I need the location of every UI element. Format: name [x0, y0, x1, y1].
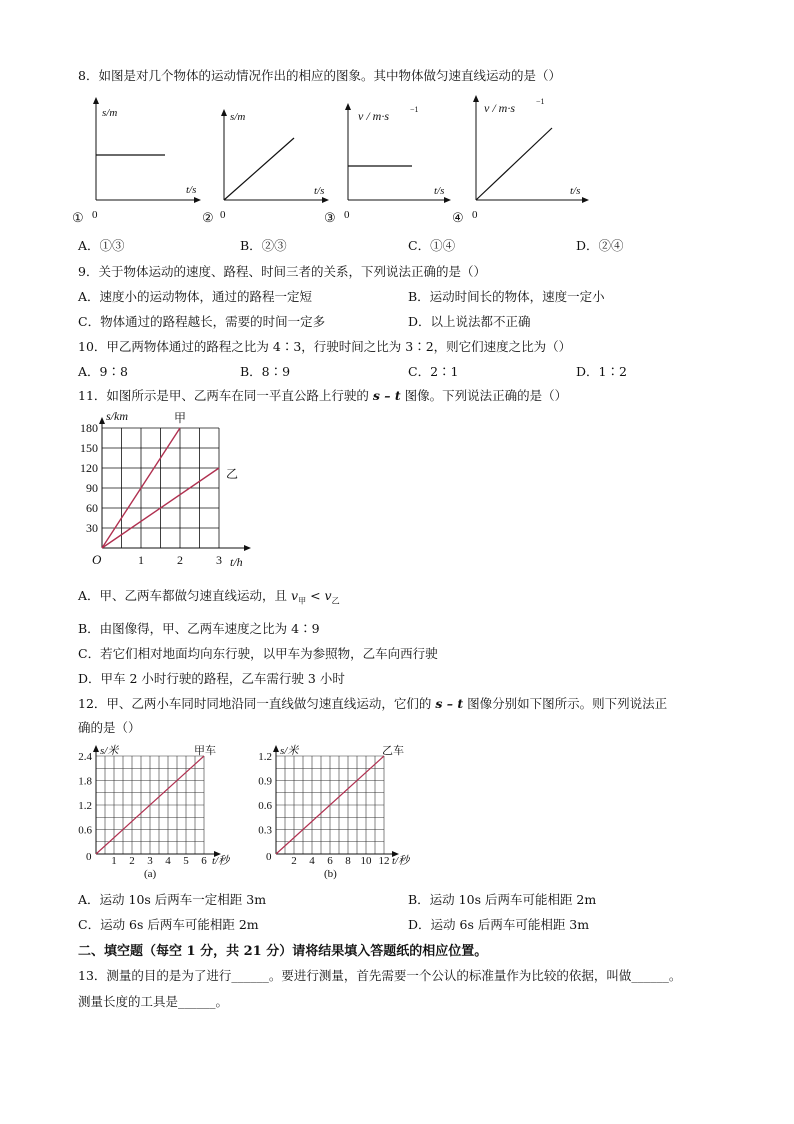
q11-option-c[interactable]: C．若它们相对地面均向东行驶，以甲车为参照物，乙车向西行驶 — [78, 646, 438, 661]
q11-label-yi: 乙 — [226, 467, 239, 481]
q8-option-d[interactable]: D．②④ — [576, 238, 624, 253]
q12b-xticks — [291, 855, 389, 867]
q10-stem: 10．甲乙两物体通过的路程之比为 4∶3，行驶时间之比为 3∶2，则它们速度之比为（） — [78, 339, 572, 354]
q12b-ytick-label: 0.3 — [258, 824, 272, 837]
q11-ytick-label: 60 — [86, 501, 98, 515]
q12a-ytick-label: 2.4 — [78, 751, 92, 763]
q12a-ylabel: s/米 — [100, 745, 119, 757]
q11-option-d[interactable]: D．甲车 2 小时行驶的路程，乙车需行驶 3 小时 — [78, 671, 345, 686]
q11-ytick-label: 180 — [80, 421, 98, 435]
q13-line1: 13．测量的目的是为了进行______。要进行测量，首先需要一个公认的标准量作为比较的依据，叫做______。 — [78, 968, 682, 983]
q12b-ytick-label: 0.9 — [258, 775, 272, 788]
q12a-ytick-label: 1.2 — [78, 800, 92, 812]
q11-yticks — [80, 421, 98, 535]
graph-4-num: ④ — [452, 210, 464, 225]
graph-4-ylabel: v / m·s — [484, 101, 515, 115]
q11-origin: O — [92, 552, 102, 567]
graph-2-ylabel: s/m — [230, 111, 246, 123]
q12-option-c[interactable]: C．运动 6s 后两车可能相距 2m — [78, 917, 259, 932]
q8-stem: 8．如图是对几个物体的运动情况作出的相应的图象。其中物体做匀速直线运动的是（） — [78, 68, 561, 83]
q12b-xtick-label: 10 — [360, 855, 372, 867]
q12b-xlabel: t/秒 — [392, 855, 410, 867]
q12-chart-a — [60, 740, 240, 880]
q11-xtick-label: 3 — [216, 553, 222, 567]
q12b-caption: (b) — [324, 868, 337, 880]
section-2-heading: 二、填空题（每空 1 分，共 21 分）请将结果填入答题纸的相应位置。 — [78, 944, 488, 959]
graph-1-origin: 0 — [92, 209, 98, 221]
q12a-origin: 0 — [86, 851, 92, 863]
q11-chart — [70, 406, 290, 576]
q12-option-a[interactable]: A．运动 10s 后两车一定相距 3m — [78, 892, 267, 907]
q8-graphs — [60, 90, 620, 230]
graph-1-num: ① — [72, 210, 84, 225]
q11-label-jia: 甲 — [174, 411, 187, 425]
q12-option-d[interactable]: D．运动 6s 后两车可能相距 3m — [408, 917, 590, 932]
q12b-ytick-label: 0.6 — [258, 800, 272, 812]
q12b-xtick-label: 6 — [327, 855, 333, 867]
q12b-ylabel: s/米 — [280, 745, 299, 757]
q9-option-c[interactable]: C．物体通过的路程越长，需要的时间一定多 — [78, 314, 326, 329]
q13-line2: 测量长度的工具是______。 — [78, 994, 229, 1009]
q10-option-b[interactable]: B．8∶9 — [240, 364, 291, 379]
q12a-xtick-label: 4 — [165, 855, 171, 867]
q11-ytick-label: 150 — [80, 441, 98, 455]
q11-xtick-label: 2 — [177, 553, 183, 567]
q12b-xtick-label: 12 — [378, 855, 390, 867]
q12a-xticks — [111, 855, 207, 867]
q11-option-b[interactable]: B．由图像得，甲、乙两车速度之比为 4∶9 — [78, 621, 320, 636]
q11-grid — [102, 428, 219, 548]
q12b-xtick-label: 2 — [291, 855, 297, 867]
q12-option-b[interactable]: B．运动 10s 后两车可能相距 2m — [408, 892, 597, 907]
q12b-xtick-label: 4 — [309, 855, 315, 867]
q9-stem: 9．关于物体运动的速度、路程、时间三者的关系，下列说法正确的是（） — [78, 264, 486, 279]
q11-ytick-label: 30 — [86, 521, 98, 535]
q12a-ytick-label: 1.8 — [78, 775, 92, 788]
graph-4-yexp: −1 — [536, 97, 545, 106]
graph-2-origin: 0 — [220, 209, 226, 221]
q9-option-a[interactable]: A．速度小的运动物体，通过的路程一定短 — [78, 289, 313, 304]
graph-2-xlabel: t/s — [314, 185, 325, 197]
graph-4-origin: 0 — [472, 209, 478, 221]
graph-3 — [324, 104, 450, 225]
q11-xlabel: t/h — [230, 555, 243, 569]
q11-xticks — [138, 553, 222, 567]
q10-option-d[interactable]: D．1∶2 — [576, 364, 627, 379]
q11-option-a[interactable]: A．甲、乙两车都做匀速直线运动，且 $v_甲 < v_乙$ — [78, 588, 340, 606]
q12a-xtick-label: 6 — [201, 855, 207, 867]
q8-option-c[interactable]: C．①④ — [408, 238, 456, 253]
q12b-series-label: 乙车 — [382, 745, 404, 757]
graph-3-xlabel: t/s — [434, 185, 445, 197]
q11-ylabel: s/km — [106, 409, 128, 423]
graph-1-ylabel: s/m — [102, 107, 118, 119]
q10-option-c[interactable]: C．2∶1 — [408, 364, 459, 379]
q12a-caption: (a) — [144, 868, 157, 880]
q12a-xtick-label: 5 — [183, 855, 189, 867]
q11-ytick-label: 90 — [86, 481, 98, 495]
q9-option-d[interactable]: D．以上说法都不正确 — [408, 314, 531, 329]
q12a-ytick-label: 0.6 — [78, 824, 92, 837]
q12-stem-line2: 确的是（） — [78, 720, 141, 735]
q8-option-a[interactable]: A．①③ — [78, 238, 125, 253]
q12a-xtick-label: 1 — [111, 855, 117, 867]
graph-4 — [452, 96, 588, 225]
q12b-origin: 0 — [266, 851, 272, 863]
q8-option-b[interactable]: B．②③ — [240, 238, 287, 253]
q12a-series-label: 甲车 — [194, 745, 216, 757]
q12a-yticks — [78, 751, 92, 837]
q11-stem: 11．如图所示是甲、乙两车在同一平直公路上行驶的 s – t 图像。下列说法正确的是（） — [78, 388, 568, 403]
q12-stem-line1: 12．甲、乙两小车同时同地沿同一直线做匀速直线运动，它们的 s – t 图像分别如下图所示。则下列说法正 — [78, 696, 668, 711]
q12b-ytick-label: 1.2 — [258, 751, 272, 763]
graph-1-xlabel: t/s — [186, 184, 197, 196]
graph-2-num: ② — [202, 210, 214, 225]
q12b-yticks — [258, 751, 272, 837]
q10-option-a[interactable]: A．9∶8 — [78, 364, 128, 379]
q12a-xtick-label: 2 — [129, 855, 135, 867]
graph-3-yexp: −1 — [410, 105, 419, 114]
graph-3-origin: 0 — [344, 209, 350, 221]
q11-ytick-label: 120 — [80, 461, 98, 475]
q12a-xlabel: t/秒 — [212, 855, 230, 867]
q12-chart-b — [240, 740, 430, 880]
q12b-xtick-label: 8 — [345, 855, 351, 867]
graph-3-num: ③ — [324, 210, 336, 225]
q11-xtick-label: 1 — [138, 553, 144, 567]
graph-3-ylabel: v / m·s — [358, 109, 389, 123]
q9-option-b[interactable]: B．运动时间长的物体，速度一定小 — [408, 289, 605, 304]
graph-2 — [202, 110, 328, 225]
graph-4-xlabel: t/s — [570, 185, 581, 197]
graph-1 — [72, 98, 200, 225]
q12a-xtick-label: 3 — [147, 855, 153, 867]
